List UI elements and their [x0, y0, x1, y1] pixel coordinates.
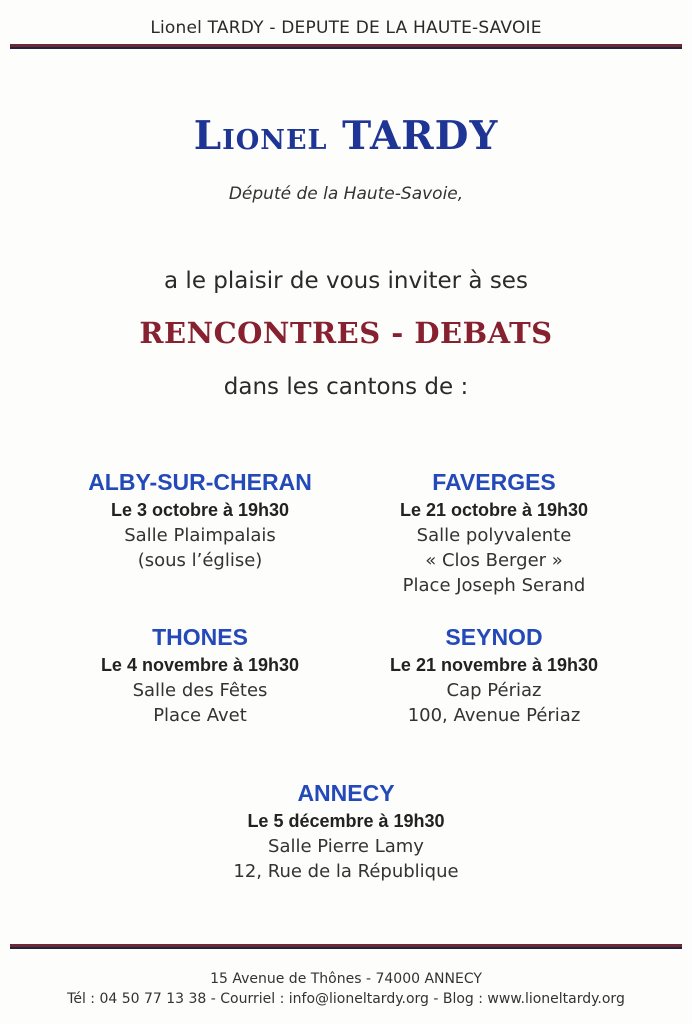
event-venue-line: Salle des Fêtes	[132, 680, 268, 701]
event-alby	[40, 467, 360, 573]
event-thones	[40, 622, 360, 728]
event-faverges	[334, 467, 654, 598]
event-venue-line: Place Joseph Serand	[402, 575, 586, 596]
event-venue-line: 100, Avenue Périaz	[407, 705, 581, 726]
event-name: THONES	[152, 624, 248, 650]
cantons-intro: dans les cantons de :	[223, 374, 469, 400]
event-name: ANNECY	[297, 780, 395, 806]
events-title: RENCONTRES - DEBATS	[139, 316, 553, 350]
event-venue-line: Salle polyvalente	[416, 525, 572, 546]
event-date: Le 21 octobre à 19h30	[399, 500, 589, 520]
event-annecy	[186, 778, 506, 884]
event-date: Le 5 décembre à 19h30	[247, 811, 445, 831]
event-venue-line: Salle Pierre Lamy	[268, 836, 424, 857]
header-divider	[10, 44, 682, 49]
event-venue-line: 12, Rue de la République	[233, 861, 459, 882]
event-venue-line: Cap Périaz	[446, 680, 542, 701]
footer-address: 15 Avenue de Thônes - 74000 ANNECY	[210, 971, 482, 987]
header-text: Lionel TARDY - DEPUTE DE LA HAUTE-SAVOIE	[150, 18, 542, 38]
event-date: Le 3 octobre à 19h30	[110, 500, 290, 520]
event-seynod	[334, 622, 654, 728]
event-date: Le 21 novembre à 19h30	[389, 655, 599, 675]
invitation-text: a le plaisir de vous inviter à ses	[164, 268, 528, 294]
event-name: ALBY-SUR-CHERAN	[88, 469, 312, 495]
event-venue-line: (sous l’église)	[137, 550, 263, 571]
footer-contact: Tél : 04 50 77 13 38 - Courriel : info@lioneltardy.org - Blog : www.lioneltardy.org	[67, 991, 625, 1007]
event-name: SEYNOD	[445, 624, 543, 650]
event-venue-line: Salle Plaimpalais	[124, 525, 276, 546]
subtitle: Député de la Haute-Savoie,	[228, 184, 464, 204]
page-title: Lionel TARDY	[193, 113, 499, 159]
event-date: Le 4 novembre à 19h30	[100, 655, 300, 675]
event-venue-line: Place Avet	[153, 705, 247, 726]
footer-divider	[10, 944, 682, 949]
event-venue-line: « Clos Berger »	[425, 550, 563, 571]
event-name: FAVERGES	[432, 469, 556, 495]
